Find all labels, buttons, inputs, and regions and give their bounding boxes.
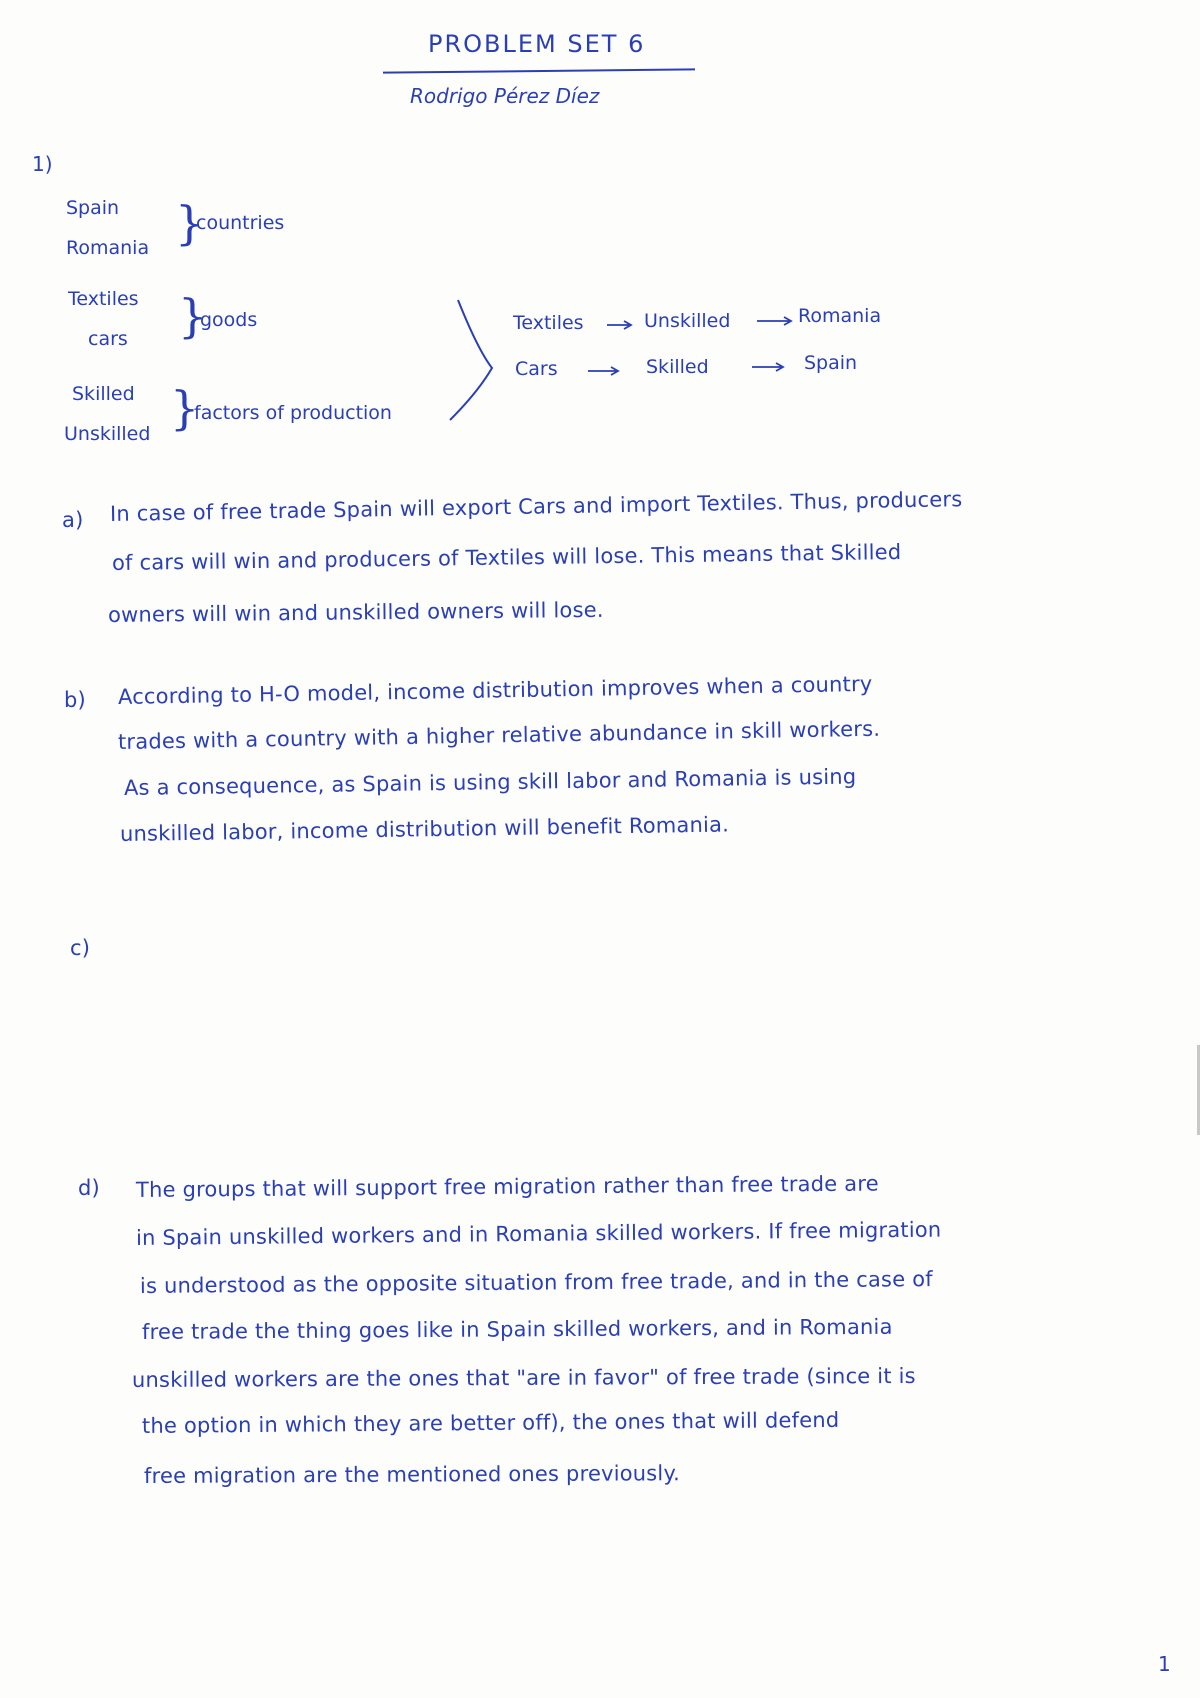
part-d-line-6: the option in which they are better off), the ones that will defend — [141, 1407, 840, 1438]
mapping-row-2-good: Cars — [515, 358, 558, 380]
page-title: PROBLEM SET 6 — [428, 30, 646, 58]
author-name: Rodrigo Pérez Díez — [410, 84, 600, 108]
mapping-row-2-factor: Skilled — [646, 356, 709, 378]
part-b-label: b) — [64, 688, 86, 712]
part-d-line-7: free migration are the mentioned ones previously. — [143, 1461, 681, 1488]
part-b-line-3: As a consequence, as Spain is using skill labor and Romania is using — [123, 764, 857, 800]
factor-skilled: Skilled — [72, 383, 135, 405]
country-spain: Spain — [66, 197, 120, 219]
goods-label: goods — [200, 309, 258, 331]
question-number: 1) — [32, 152, 53, 176]
part-d-label: d) — [78, 1176, 100, 1200]
part-d-line-3: is understood as the opposite situation from free trade, and in the case of — [139, 1267, 933, 1298]
mapping-row-1-good: Textiles — [513, 312, 584, 334]
mapping-row-1-factor: Unskilled — [644, 310, 731, 332]
part-a-label: a) — [62, 508, 84, 532]
part-b-line-1: According to H-O model, income distribution improves when a country — [117, 671, 873, 709]
mapping-row-2-country: Spain — [804, 352, 858, 374]
part-d-line-1: The groups that will support free migration rather than free trade are — [135, 1171, 879, 1202]
countries-brace: } — [175, 196, 205, 250]
part-a-line-3: owners will win and unskilled owners will lose. — [107, 597, 604, 627]
good-cars: cars — [88, 328, 128, 350]
part-d-line-2: in Spain unskilled workers and in Romania skilled workers. If free migration — [135, 1217, 942, 1250]
factor-unskilled: Unskilled — [64, 423, 151, 445]
part-b-line-2: trades with a country with a higher relative abundance in skill workers. — [117, 716, 881, 754]
part-d-line-4: free trade the thing goes like in Spain skilled workers, and in Romania — [141, 1314, 893, 1344]
part-a-line-1: In case of free trade Spain will export Cars and import Textiles. Thus, producers — [109, 487, 963, 526]
factors-label: factors of production — [194, 402, 392, 424]
part-c-label: c) — [70, 936, 91, 960]
page-number: 1 — [1158, 1652, 1171, 1676]
good-textiles: Textiles — [68, 288, 139, 310]
factors-brace: } — [170, 381, 200, 435]
part-a-line-2: of cars will win and producers of Textiles will lose. This means that Skilled — [111, 539, 902, 575]
part-b-line-4: unskilled labor, income distribution will benefit Romania. — [119, 812, 730, 846]
goods-brace: } — [178, 289, 208, 343]
country-romania: Romania — [66, 237, 150, 259]
mapping-row-1-country: Romania — [798, 305, 882, 327]
part-d-line-5: unskilled workers are the ones that "are in favor" of free trade (since it is — [131, 1363, 916, 1392]
countries-label: countries — [196, 212, 285, 234]
